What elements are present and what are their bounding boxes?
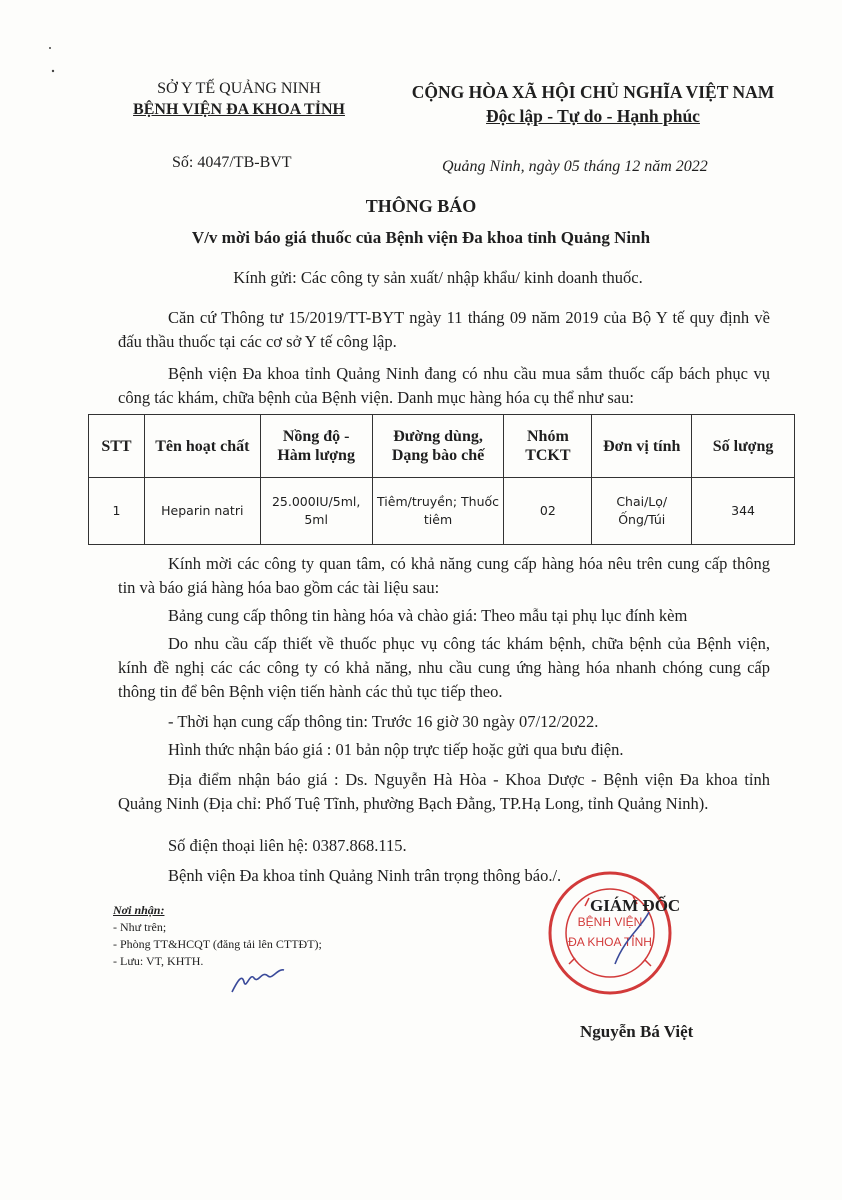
table-cell: 344 bbox=[692, 478, 795, 545]
document-title: THÔNG BÁO bbox=[365, 196, 477, 216]
table-header-cell: STT bbox=[89, 415, 145, 478]
national-motto: Độc lập - Tự do - Hạnh phúc bbox=[486, 106, 700, 126]
table-cell: 25.000IU/5ml, 5ml bbox=[260, 478, 372, 545]
body-paragraph-3: Do nhu cầu cấp thiết về thuốc phục vụ công tác khám bệnh, chữa bệnh của Bệnh viện, kính đề nghị các các công ty có khả năng, nhu cầu cung ứng hàng hóa nhanh chóng cung cấp thông tin để bên Bệnh viện tiến hành các thủ tục tiếp theo. bbox=[118, 634, 770, 701]
list-item: - Như trên; bbox=[113, 920, 167, 934]
body-paragraph-1: Kính mời các công ty quan tâm, có khả năng cung cấp hàng hóa nêu trên cung cấp thông tin và báo giá hàng hóa bao gồm các tài liệu sau: bbox=[118, 554, 770, 597]
document-subtitle: V/v mời báo giá thuốc của Bệnh viện Đa khoa tỉnh Quảng Ninh bbox=[191, 228, 651, 247]
national-title: CỘNG HÒA XÃ HỘI CHỦ NGHĨA VIỆT NAM bbox=[411, 82, 775, 102]
signer-name: Nguyễn Bá Việt bbox=[580, 1022, 694, 1041]
body-paragraph-5: Hình thức nhận báo giá : 01 bản nộp trực tiếp hoặc gửi qua bưu điện. bbox=[168, 740, 624, 759]
table-header-cell: Số lượng bbox=[692, 415, 795, 478]
stamp-text-line-1: BỆNH VIỆN bbox=[577, 915, 643, 929]
header-right bbox=[380, 80, 806, 128]
recipients-title: Nơi nhận: bbox=[113, 903, 165, 917]
table-header-cell: Nhóm TCKT bbox=[504, 415, 592, 478]
table-cell: 1 bbox=[89, 478, 145, 545]
list-item: - Lưu: VT, KHTH. bbox=[113, 954, 204, 968]
goods-table bbox=[88, 414, 795, 545]
table-cell: Heparin natri bbox=[144, 478, 260, 545]
table-header-cell: Nồng độ - Hàm lượng bbox=[260, 415, 372, 478]
body-paragraph-8: Bệnh viện Đa khoa tỉnh Quảng Ninh trân trọng thông báo./. bbox=[168, 866, 562, 885]
table-cell: Tiêm/truyền; Thuốc tiêm bbox=[372, 478, 504, 545]
table-cell: Chai/Lọ/ Ống/Túi bbox=[592, 478, 692, 545]
body-paragraph-4: - Thời hạn cung cấp thông tin: Trước 16 giờ 30 ngày 07/12/2022. bbox=[168, 712, 599, 731]
header-left bbox=[96, 78, 382, 120]
body-paragraph-7: Số điện thoại liên hệ: 0387.868.115. bbox=[168, 836, 407, 855]
table-row bbox=[89, 478, 795, 545]
signer-title: GIÁM ĐỐC bbox=[590, 896, 681, 915]
table-header-cell: Đường dùng, Dạng bào chế bbox=[372, 415, 504, 478]
department-name: SỞ Y TẾ QUẢNG NINH bbox=[157, 80, 321, 97]
intro-paragraph-2: Bệnh viện Đa khoa tỉnh Quảng Ninh đang có nhu cầu mua sắm thuốc cấp bách phục vụ công tác khám, chữa bệnh của Bệnh viện. Danh mục hàng hóa cụ thể như sau: bbox=[118, 364, 770, 407]
recipients-block bbox=[113, 902, 322, 970]
greeting: Kính gửi: Các công ty sản xuất/ nhập khẩu/ kinh doanh thuốc. bbox=[233, 268, 643, 287]
date-line: Quảng Ninh, ngày 05 tháng 12 năm 2022 bbox=[442, 158, 708, 175]
table-header-row bbox=[89, 415, 795, 478]
hospital-name: BỆNH VIỆN ĐA KHOA TỈNH bbox=[133, 101, 345, 118]
table-cell: 02 bbox=[504, 478, 592, 545]
body-paragraph-6: Địa điểm nhận báo giá : Ds. Nguyễn Hà Hòa - Khoa Dược - Bệnh viện Đa khoa tỉnh Quảng Ninh (Địa chỉ: Phố Tuệ Tĩnh, phường Bạch Đằng, TP.Hạ Long, tỉnh Quảng Ninh). bbox=[118, 770, 770, 813]
initials-signature-mark bbox=[228, 960, 288, 996]
scan-speck-marks bbox=[46, 45, 58, 75]
table-header-cell: Tên hoạt chất bbox=[144, 415, 260, 478]
intro-paragraph-1: Căn cứ Thông tư 15/2019/TT-BYT ngày 11 tháng 09 năm 2019 của Bộ Y tế quy định về đấu thầu thuốc tại các cơ sở Y tế công lập. bbox=[118, 308, 770, 351]
stamp-text-line-2: ĐA KHOA TỈNH bbox=[568, 935, 652, 949]
red-seal-stamp bbox=[545, 868, 675, 998]
document-number: Số: 4047/TB-BVT bbox=[172, 154, 292, 171]
table-header-cell: Đơn vị tính bbox=[592, 415, 692, 478]
body-paragraph-2: Bảng cung cấp thông tin hàng hóa và chào giá: Theo mẫu tại phụ lục đính kèm bbox=[168, 606, 688, 625]
list-item: - Phòng TT&HCQT (đăng tải lên CTTĐT); bbox=[113, 937, 322, 951]
